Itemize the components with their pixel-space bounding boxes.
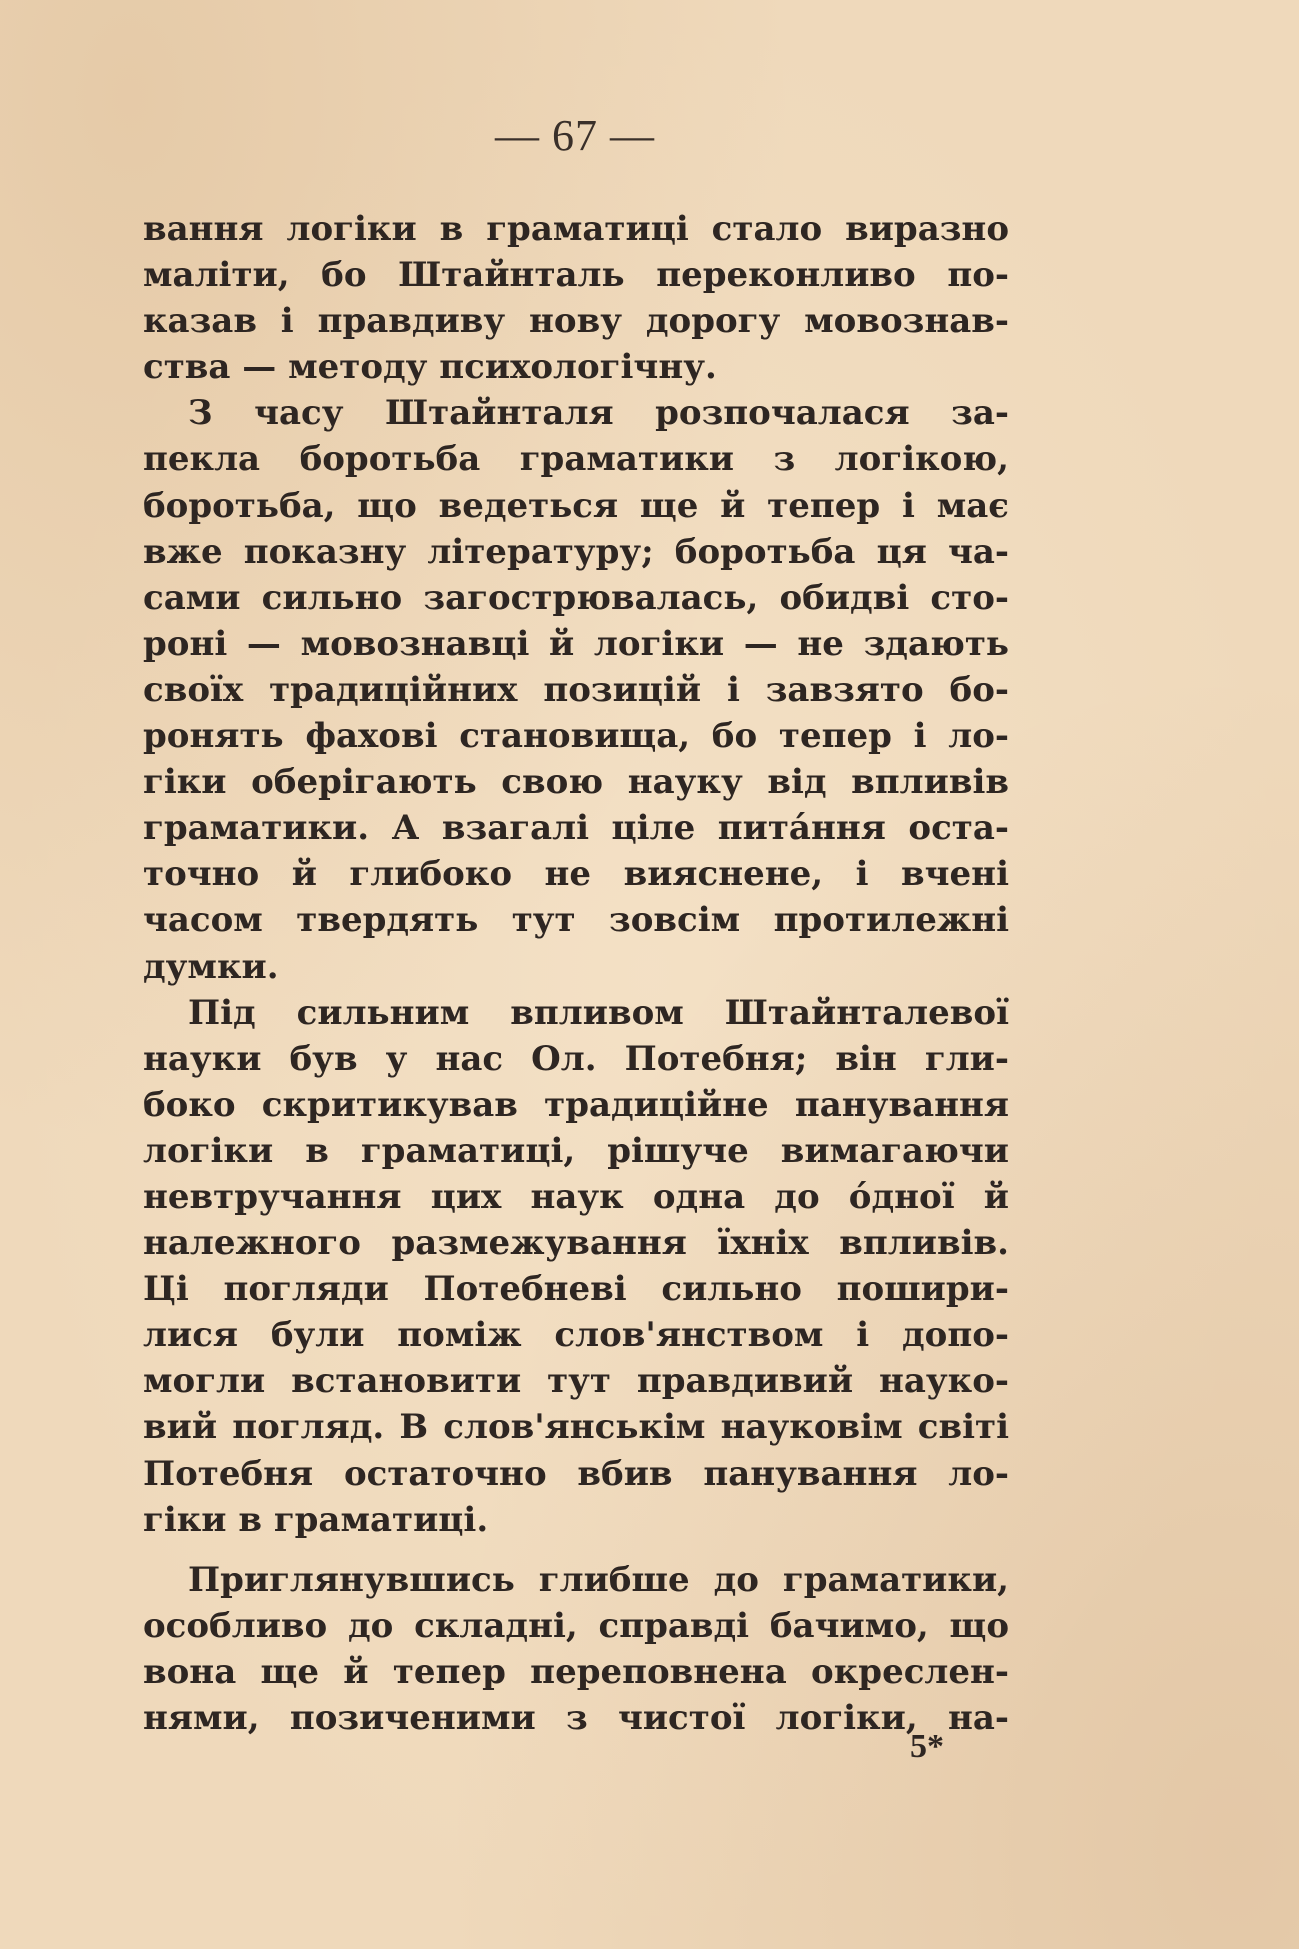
text-line: ронять фахові становища, бо тепер і ло- [143, 716, 1009, 757]
text-line: вання логіки в граматиці стало виразно [143, 209, 1009, 249]
text-line: невтручання цих наук одна до óдної й [143, 1176, 1009, 1217]
text-line: нями, позиченими з чистої логіки, на- [143, 1698, 1009, 1738]
text-line: Під сильним впливом Штайнталевої [188, 992, 1009, 1033]
text-line: Приглянувшись глибше до граматики, [188, 1559, 1009, 1600]
text-line: сами сильно загострювалась, обидві сто- [143, 577, 1009, 618]
text-line: думки. [143, 946, 279, 987]
text-line: вона ще й тепер переповнена окреслен- [143, 1651, 1009, 1692]
body-text [143, 206, 1009, 1741]
paragraph-2 [143, 390, 1009, 989]
text-line: казав і правдиву нову дорогу мовознав- [143, 301, 1009, 342]
text-line: точно й глибоко не вияснене, і вчені [143, 854, 1009, 895]
text-line: своїх традиційних позицій і завзято бо- [143, 669, 1009, 710]
text-line: пекла боротьба граматики з логікою, [143, 439, 1009, 480]
text-line: боротьба, що ведеться ще й тепер і має [143, 485, 1009, 526]
text-line: боко скритикував традиційне панування [143, 1084, 1009, 1125]
text-line: часом твердять тут зовсім протилежні [143, 900, 1009, 941]
printer-signature-mark: 5* [910, 1728, 944, 1765]
text-line: науки був у нас Ол. Потебня; він гли- [143, 1038, 1009, 1079]
text-line: ства — методу психологічну. [143, 347, 717, 388]
text-line: вий погляд. В слов'янськім науковім світі [143, 1407, 1009, 1448]
text-line: особливо до складні, справді бачимо, що [143, 1605, 1009, 1646]
text-line: З часу Штайнталя розпочалася за- [188, 393, 1009, 434]
text-line: маліти, бо Штайнталь переконливо по- [143, 255, 1009, 296]
text-line: граматики. А взагалі ціле питáння оста- [143, 808, 1009, 849]
text-line: належного размежування їхніх впливів. [143, 1223, 1009, 1264]
text-line: логіки в граматиці, рішуче вимагаючи [143, 1130, 1009, 1171]
text-line: гіки оберігають свою науку від впливів [143, 762, 1009, 803]
text-line: Ці погляди Потебневі сильно пошири- [143, 1269, 1009, 1310]
text-line: гіки в граматиці. [143, 1499, 489, 1540]
paragraph-3 [143, 990, 1009, 1543]
text-line: могли встановити тут правдивий науко- [143, 1361, 1009, 1402]
text-line: вже показну літературу; боротьба ця ча- [143, 531, 1009, 572]
page-number: — 67 — [495, 111, 655, 160]
text-line: роні — мовознавці й логіки — не здають [143, 623, 1009, 664]
text-line: лися були поміж слов'янством і допо- [143, 1315, 1009, 1356]
text-line: Потебня остаточно вбив панування ло- [143, 1453, 1009, 1494]
paragraph-4 [143, 1557, 1009, 1741]
paragraph-1 [143, 206, 1009, 390]
